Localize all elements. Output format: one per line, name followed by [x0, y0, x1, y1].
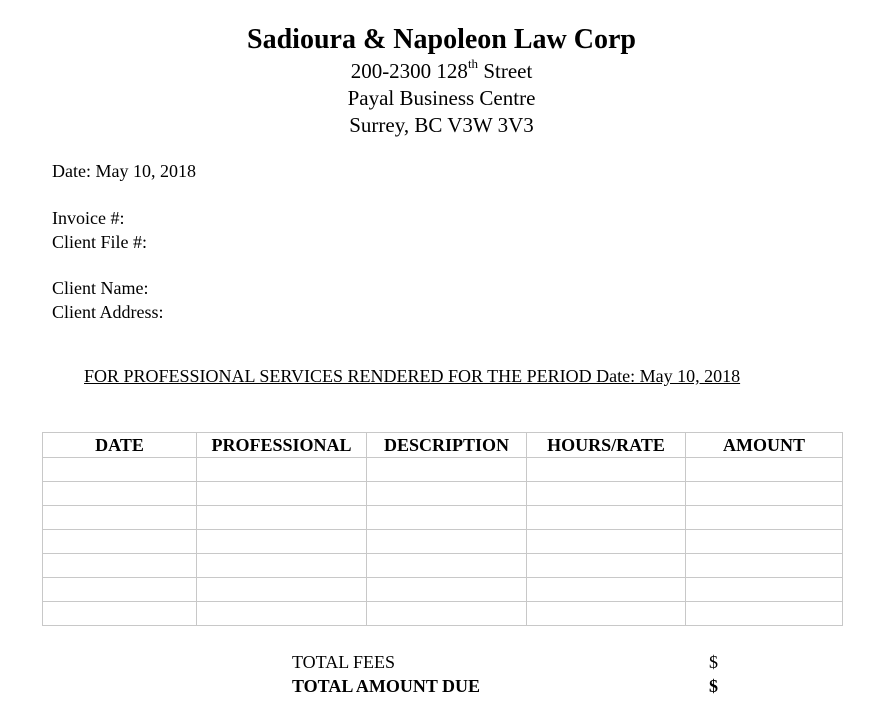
table-row: [43, 602, 843, 626]
column-header-hours-rate: HOURS/RATE: [527, 433, 686, 458]
address-line-1-number: 200-2300 128: [350, 59, 468, 83]
table-cell[interactable]: [686, 530, 843, 554]
client-address-field: Client Address:: [52, 302, 164, 322]
table-cell[interactable]: [367, 506, 527, 530]
table-row: [43, 578, 843, 602]
table-cell[interactable]: [197, 458, 367, 482]
table-cell[interactable]: [43, 602, 197, 626]
table-cell[interactable]: [686, 554, 843, 578]
table-cell[interactable]: [197, 530, 367, 554]
table-cell[interactable]: [197, 602, 367, 626]
table-cell[interactable]: [43, 482, 197, 506]
table-row: [43, 506, 843, 530]
table-cell[interactable]: [367, 530, 527, 554]
table-cell[interactable]: [367, 482, 527, 506]
firm-name: Sadioura & Napoleon Law Corp: [247, 24, 636, 55]
table-cell[interactable]: [527, 602, 686, 626]
table-cell[interactable]: [197, 554, 367, 578]
client-name-field: Client Name:: [52, 278, 149, 298]
table-cell[interactable]: [527, 554, 686, 578]
table-cell[interactable]: [527, 458, 686, 482]
services-table: [42, 432, 843, 626]
table-cell[interactable]: [197, 482, 367, 506]
table-cell[interactable]: [527, 530, 686, 554]
table-row: [43, 458, 843, 482]
address-line-1-ordinal: th: [467, 56, 479, 71]
column-header-date: DATE: [43, 433, 197, 458]
table-cell[interactable]: [43, 530, 197, 554]
table-cell[interactable]: [367, 554, 527, 578]
table-cell[interactable]: [686, 602, 843, 626]
total-amount-due-label: TOTAL AMOUNT DUE: [292, 676, 481, 696]
table-cell[interactable]: [367, 602, 527, 626]
table-cell[interactable]: [43, 578, 197, 602]
table-cell[interactable]: [686, 482, 843, 506]
table-cell[interactable]: [527, 578, 686, 602]
table-row: [43, 530, 843, 554]
column-header-description: DESCRIPTION: [367, 433, 527, 458]
table-cell[interactable]: [367, 578, 527, 602]
client-file-number-field: Client File #:: [52, 232, 148, 252]
table-cell[interactable]: [43, 458, 197, 482]
total-amount-due-value: $: [709, 676, 718, 696]
table-cell[interactable]: [197, 578, 367, 602]
letterhead: [0, 22, 883, 139]
invoice-number-field: Invoice #:: [52, 208, 125, 228]
table-cell[interactable]: [527, 506, 686, 530]
address-line-1-street: Street: [478, 59, 533, 83]
table-cell[interactable]: [43, 554, 197, 578]
column-header-amount: AMOUNT: [686, 433, 843, 458]
address-line-2: Payal Business Centre: [347, 86, 536, 110]
table-cell[interactable]: [43, 506, 197, 530]
table-cell[interactable]: [197, 506, 367, 530]
table-row: [43, 482, 843, 506]
table-cell[interactable]: [686, 578, 843, 602]
date-field: Date: May 10, 2018: [52, 161, 196, 181]
table-cell[interactable]: [686, 506, 843, 530]
column-header-professional: PROFESSIONAL: [197, 433, 367, 458]
total-fees-value: $: [709, 652, 718, 672]
address-line-1: [0, 58, 883, 85]
total-fees-label: TOTAL FEES: [292, 652, 396, 672]
table-cell[interactable]: [367, 458, 527, 482]
table-row: [43, 554, 843, 578]
address-line-3: Surrey, BC V3W 3V3: [349, 113, 534, 137]
table-cell[interactable]: [686, 458, 843, 482]
table-cell[interactable]: [527, 482, 686, 506]
period-heading: FOR PROFESSIONAL SERVICES RENDERED FOR THE PERIOD Date: May 10, 2018: [84, 366, 741, 386]
table-header-row: [43, 433, 843, 458]
